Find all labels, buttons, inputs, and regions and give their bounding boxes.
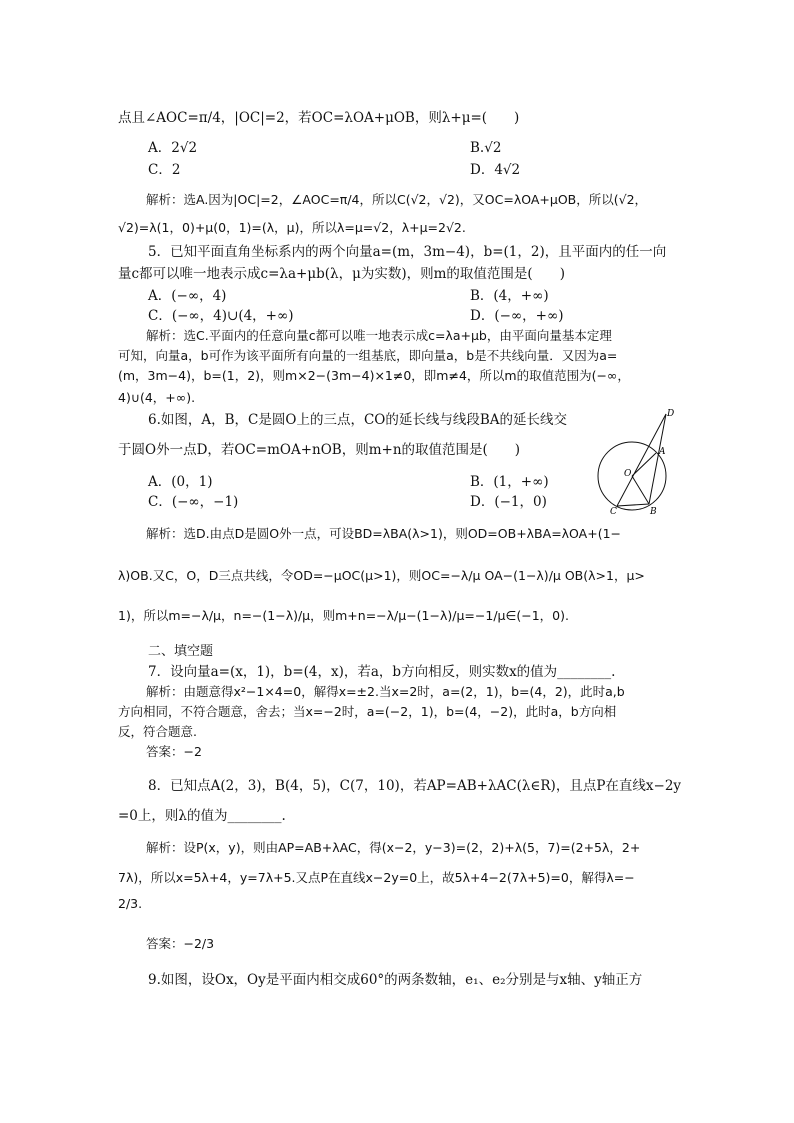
- problem-6-option-c: C．(−∞，−1): [148, 494, 239, 510]
- circle-figure: [596, 404, 678, 516]
- problem-5-solution-line-1: 解析：选C.平面内的任意向量c都可以唯一地表示成c=λa+μb，由平面向量基本定理: [146, 328, 612, 343]
- problem-8-stem-line-1: 8．已知点A(2，3)，B(4，5)，C(7，10)，若AP=AB+λAC(λ∈R)，且点P在直线x−2y: [148, 778, 682, 794]
- label-c: C: [610, 507, 617, 516]
- problem-9-stem: 9.如图，设Ox，Oy是平面内相交成60°的两条数轴，e₁、e₂分别是与x轴、y轴正方: [148, 972, 643, 988]
- problem-4-stem: 点且∠AOC=π/4，|OC|=2，若OC=λOA+μOB，则λ+μ=( ): [118, 110, 520, 126]
- problem-5-solution-line-4: 4)∪(4，+∞).: [118, 390, 196, 405]
- problem-4-option-a: A．2√2: [148, 140, 198, 156]
- problem-5-option-c: C．(−∞，4)∪(4，+∞): [148, 308, 294, 324]
- problem-8-stem-line-2: =0上，则λ的值为________.: [118, 808, 286, 824]
- section-heading-fill-in: 二、填空题: [148, 644, 214, 659]
- problem-8-solution-line-1: 解析：设P(x，y)，则由AP=AB+λAC，得(x−2，y−3)=(2，2)+λ(5，7)=(2+5λ，2+: [146, 840, 641, 855]
- problem-6-solution-line-2: λ)OB.又C，O，D三点共线，令OD=−μOC(μ>1)，则OC=−λ/μ OA−(1−λ)/μ OB(λ>1，μ>: [118, 568, 645, 583]
- problem-5-stem-line-1: 5．已知平面直角坐标系内的两个向量a=(m，3m−4)，b=(1，2)，且平面内的任一向: [148, 244, 667, 260]
- problem-6-solution-line-1: 解析：选D.由点D是圆O外一点，可设BD=λBA(λ>1)，则OD=OB+λBA=λOA+(1−: [146, 526, 622, 541]
- problem-5-option-d: D．(−∞，+∞): [470, 308, 564, 324]
- problem-7-answer: 答案：−2: [146, 744, 202, 759]
- problem-6-option-b: B．(1，+∞): [470, 474, 549, 490]
- problem-4-solution-line-2: √2)=λ(1，0)+μ(0，1)=(λ，μ)，所以λ=μ=√2，λ+μ=2√2.: [118, 220, 466, 235]
- label-b: B: [650, 507, 657, 516]
- problem-6-stem-line-1: 6.如图，A，B，C是圆O上的三点，CO的延长线与线段BA的延长线交: [148, 412, 568, 428]
- label-a: A: [659, 447, 666, 457]
- problem-7-solution-line-1: 解析：由题意得x²−1×4=0，解得x=±2.当x=2时，a=(2，1)，b=(4，2)，此时a,b: [146, 684, 625, 699]
- problem-7-solution-line-3: 反，符合题意.: [118, 724, 197, 739]
- problem-4-option-d: D．4√2: [470, 162, 521, 178]
- label-o: O: [624, 469, 632, 479]
- problem-6-solution-line-3: 1)，所以m=−λ/μ，n=−(1−λ)/μ，则m+n=−λ/μ−(1−λ)/μ=−1/μ∈(−1，0).: [118, 608, 569, 623]
- problem-8-answer: 答案：−2/3: [146, 936, 215, 951]
- problem-5-option-b: B．(4，+∞): [470, 288, 549, 304]
- problem-8-solution-line-3: 2/3.: [118, 896, 143, 911]
- problem-5-stem-line-2: 量c都可以唯一地表示成c=λa+μb(λ，μ为实数)，则m的取值范围是( ): [118, 266, 565, 282]
- problem-5-option-a: A．(−∞，4): [148, 288, 227, 304]
- problem-4-option-c: C．2: [148, 162, 181, 178]
- problem-5-solution-line-2: 可知，向量a，b可作为该平面所有向量的一组基底，即向量a，b是不共线向量．又因为a=: [118, 348, 618, 363]
- problem-6-option-d: D．(−1，0): [470, 494, 547, 510]
- problem-5-solution-line-3: (m，3m−4)，b=(1，2)，则m×2−(3m−4)×1≠0，即m≠4，所以m的取值范围为(−∞，: [118, 368, 630, 383]
- problem-7-solution-line-2: 方向相同，不符合题意，舍去；当x=−2时，a=(−2，1)，b=(4，−2)，此时a，b方向相: [118, 704, 617, 719]
- label-d: D: [667, 409, 675, 419]
- problem-7-stem: 7．设向量a=(x，1)，b=(4，x)，若a，b方向相反，则实数x的值为________.: [148, 664, 616, 680]
- problem-6-option-a: A．(0，1): [148, 474, 213, 490]
- problem-6-stem-line-2: 于圆O外一点D，若OC=mOA+nOB，则m+n的取值范围是( ): [118, 442, 521, 458]
- problem-4-option-b: B.√2: [470, 140, 502, 156]
- problem-4-solution-line-1: 解析：选A.因为|OC|=2，∠AOC=π/4，所以C(√2，√2)，又OC=λOA+μOB，所以(√2，: [146, 192, 648, 207]
- problem-8-solution-line-2: 7λ)，所以x=5λ+4，y=7λ+5.又点P在直线x−2y=0上，故5λ+4−2(7λ+5)=0，解得λ=−: [118, 870, 635, 885]
